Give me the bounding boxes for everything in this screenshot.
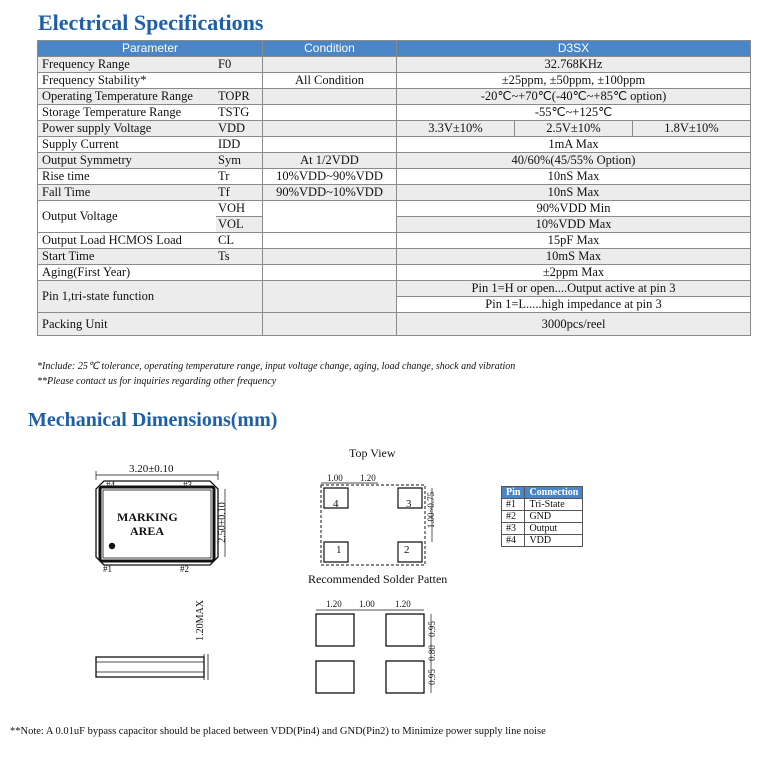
value-cell: ±2ppm Max [397, 265, 751, 281]
param-cell: Start Time [38, 249, 217, 265]
solder-dim-a: 1.20 [326, 599, 342, 609]
value-cell: 10mS Max [397, 249, 751, 265]
pad-number-2: 2 [404, 544, 410, 556]
connection-cell: VDD [525, 535, 583, 547]
top-view-title: Top View [349, 446, 396, 460]
connection-cell: GND [525, 511, 583, 523]
pin-label-3: #3 [183, 480, 192, 490]
symbol-cell: IDD [216, 137, 263, 153]
param-cell: Pin 1,tri-state function [38, 281, 217, 313]
solder-dim-b: 1.00 [359, 599, 375, 609]
symbol-cell: F0 [216, 57, 263, 73]
param-cell: Output Symmetry [38, 153, 217, 169]
dim-height-label: 2.50±0.10 [216, 502, 228, 543]
pin-cell: #1 [502, 499, 525, 511]
footnote-contact: **Please contact us for inquiries regarding other frequency [37, 376, 277, 387]
value-cell: 10nS Max [397, 185, 751, 201]
param-cell: Supply Current [38, 137, 217, 153]
symbol-cell: VOH [216, 201, 263, 217]
value-cell: Pin 1=H or open....Output active at pin 3 [397, 281, 751, 297]
solder-dim-c: 1.20 [395, 599, 411, 609]
spec-title: Electrical Specifications [38, 10, 264, 35]
marking-label: MARKING [117, 510, 178, 524]
header-parameter: Parameter [38, 41, 263, 57]
condition-cell: All Condition [263, 73, 397, 89]
value-cell: 90%VDD Min [397, 201, 751, 217]
param-cell: Storage Temperature Range [38, 105, 217, 121]
area-label: AREA [130, 524, 165, 538]
value-cell: -20℃~+70℃(-40℃~+85℃ option) [397, 89, 751, 105]
pin-header: Pin [502, 487, 525, 499]
table-row [502, 535, 583, 547]
symbol-cell: CL [216, 233, 263, 249]
pin-label-1: #1 [103, 564, 112, 574]
value-cell: 32.768KHz [397, 57, 751, 73]
dim-width-label: 3.20±0.10 [129, 463, 174, 475]
symbol-cell: Tf [216, 185, 263, 201]
pin-cell: #2 [502, 511, 525, 523]
value-cell: 40/60%(45/55% Option) [397, 153, 751, 169]
pin-cell: #4 [502, 535, 525, 547]
top-dim-a: 1.00 [327, 473, 343, 483]
value-cell: ±25ppm, ±50ppm, ±100ppm [397, 73, 751, 89]
value-cell: 3000pcs/reel [397, 313, 751, 336]
symbol-cell: Sym [216, 153, 263, 169]
table-row [502, 499, 583, 511]
param-cell: Power supply Voltage [38, 121, 217, 137]
symbol-cell: Tr [216, 169, 263, 185]
pin-connection-table [501, 486, 583, 547]
table-row [502, 511, 583, 523]
condition-cell: 90%VDD~10%VDD [263, 185, 397, 201]
package-side-view [96, 654, 208, 680]
condition-cell: At 1/2VDD [263, 153, 397, 169]
param-cell: Frequency Range [38, 57, 217, 73]
param-cell: Frequency Stability* [38, 73, 217, 89]
connection-cell: Output [525, 523, 583, 535]
value-cell-3v3: 3.3V±10% [397, 121, 515, 137]
param-cell: Packing Unit [38, 313, 217, 336]
connection-cell: Tri-State [525, 499, 583, 511]
symbol-cell: TSTG [216, 105, 263, 121]
solder-pads [316, 614, 424, 693]
bypass-capacitor-note: **Note: A 0.01uF bypass capacitor should be placed between VDD(Pin4) and GND(Pin2) to Minimize power supply line noise [10, 726, 546, 737]
solder-dim-e: 0.80 [426, 645, 437, 661]
pin1-dot [109, 543, 115, 549]
param-cell: Output Load HCMOS Load [38, 233, 217, 249]
solder-dim-d: 0.95 [426, 621, 437, 637]
pad-number-3: 3 [406, 498, 412, 510]
footnote-include: *Include: 25℃ tolerance, operating temperature range, input voltage change, aging, load change, shock and vibration [37, 361, 516, 372]
mech-title: Mechanical Dimensions(mm) [28, 409, 278, 431]
solder-dim-f: 0.95 [426, 669, 437, 685]
header-condition: Condition [263, 41, 397, 57]
condition-cell: 10%VDD~90%VDD [263, 169, 397, 185]
symbol-cell: Ts [216, 249, 263, 265]
value-cell: 1mA Max [397, 137, 751, 153]
param-cell: Rise time [38, 169, 217, 185]
value-cell: 15pF Max [397, 233, 751, 249]
value-cell-1v8: 1.8V±10% [632, 121, 750, 137]
table-row [502, 523, 583, 535]
pin-label-4: #4 [106, 480, 115, 490]
pin-label-2: #2 [180, 564, 189, 574]
pad-number-1: 1 [336, 544, 342, 556]
symbol-cell: TOPR [216, 89, 263, 105]
param-cell: Output Voltage [38, 201, 217, 233]
value-cell: 10%VDD Max [397, 217, 751, 233]
value-cell-2v5: 2.5V±10% [514, 121, 632, 137]
solder-title: Recommended Solder Patten [308, 572, 448, 586]
header-model: D3SX [397, 41, 751, 57]
top-dim-b: 1.20 [360, 473, 376, 483]
dim-thickness-label: 1.20MAX [194, 600, 206, 641]
value-cell: 10nS Max [397, 169, 751, 185]
value-cell: Pin 1=L.....high impedance at pin 3 [397, 297, 751, 313]
symbol-cell: VOL [216, 217, 263, 233]
pad-number-4: 4 [333, 498, 339, 510]
top-dim-c: 1.00~0.75 [426, 491, 437, 529]
value-cell: -55℃~+125℃ [397, 105, 751, 121]
connection-header: Connection [525, 487, 583, 499]
symbol-cell: VDD [216, 121, 263, 137]
param-cell: Operating Temperature Range [38, 89, 217, 105]
param-cell: Fall Time [38, 185, 217, 201]
pin-cell: #3 [502, 523, 525, 535]
param-cell: Aging(First Year) [38, 265, 217, 281]
